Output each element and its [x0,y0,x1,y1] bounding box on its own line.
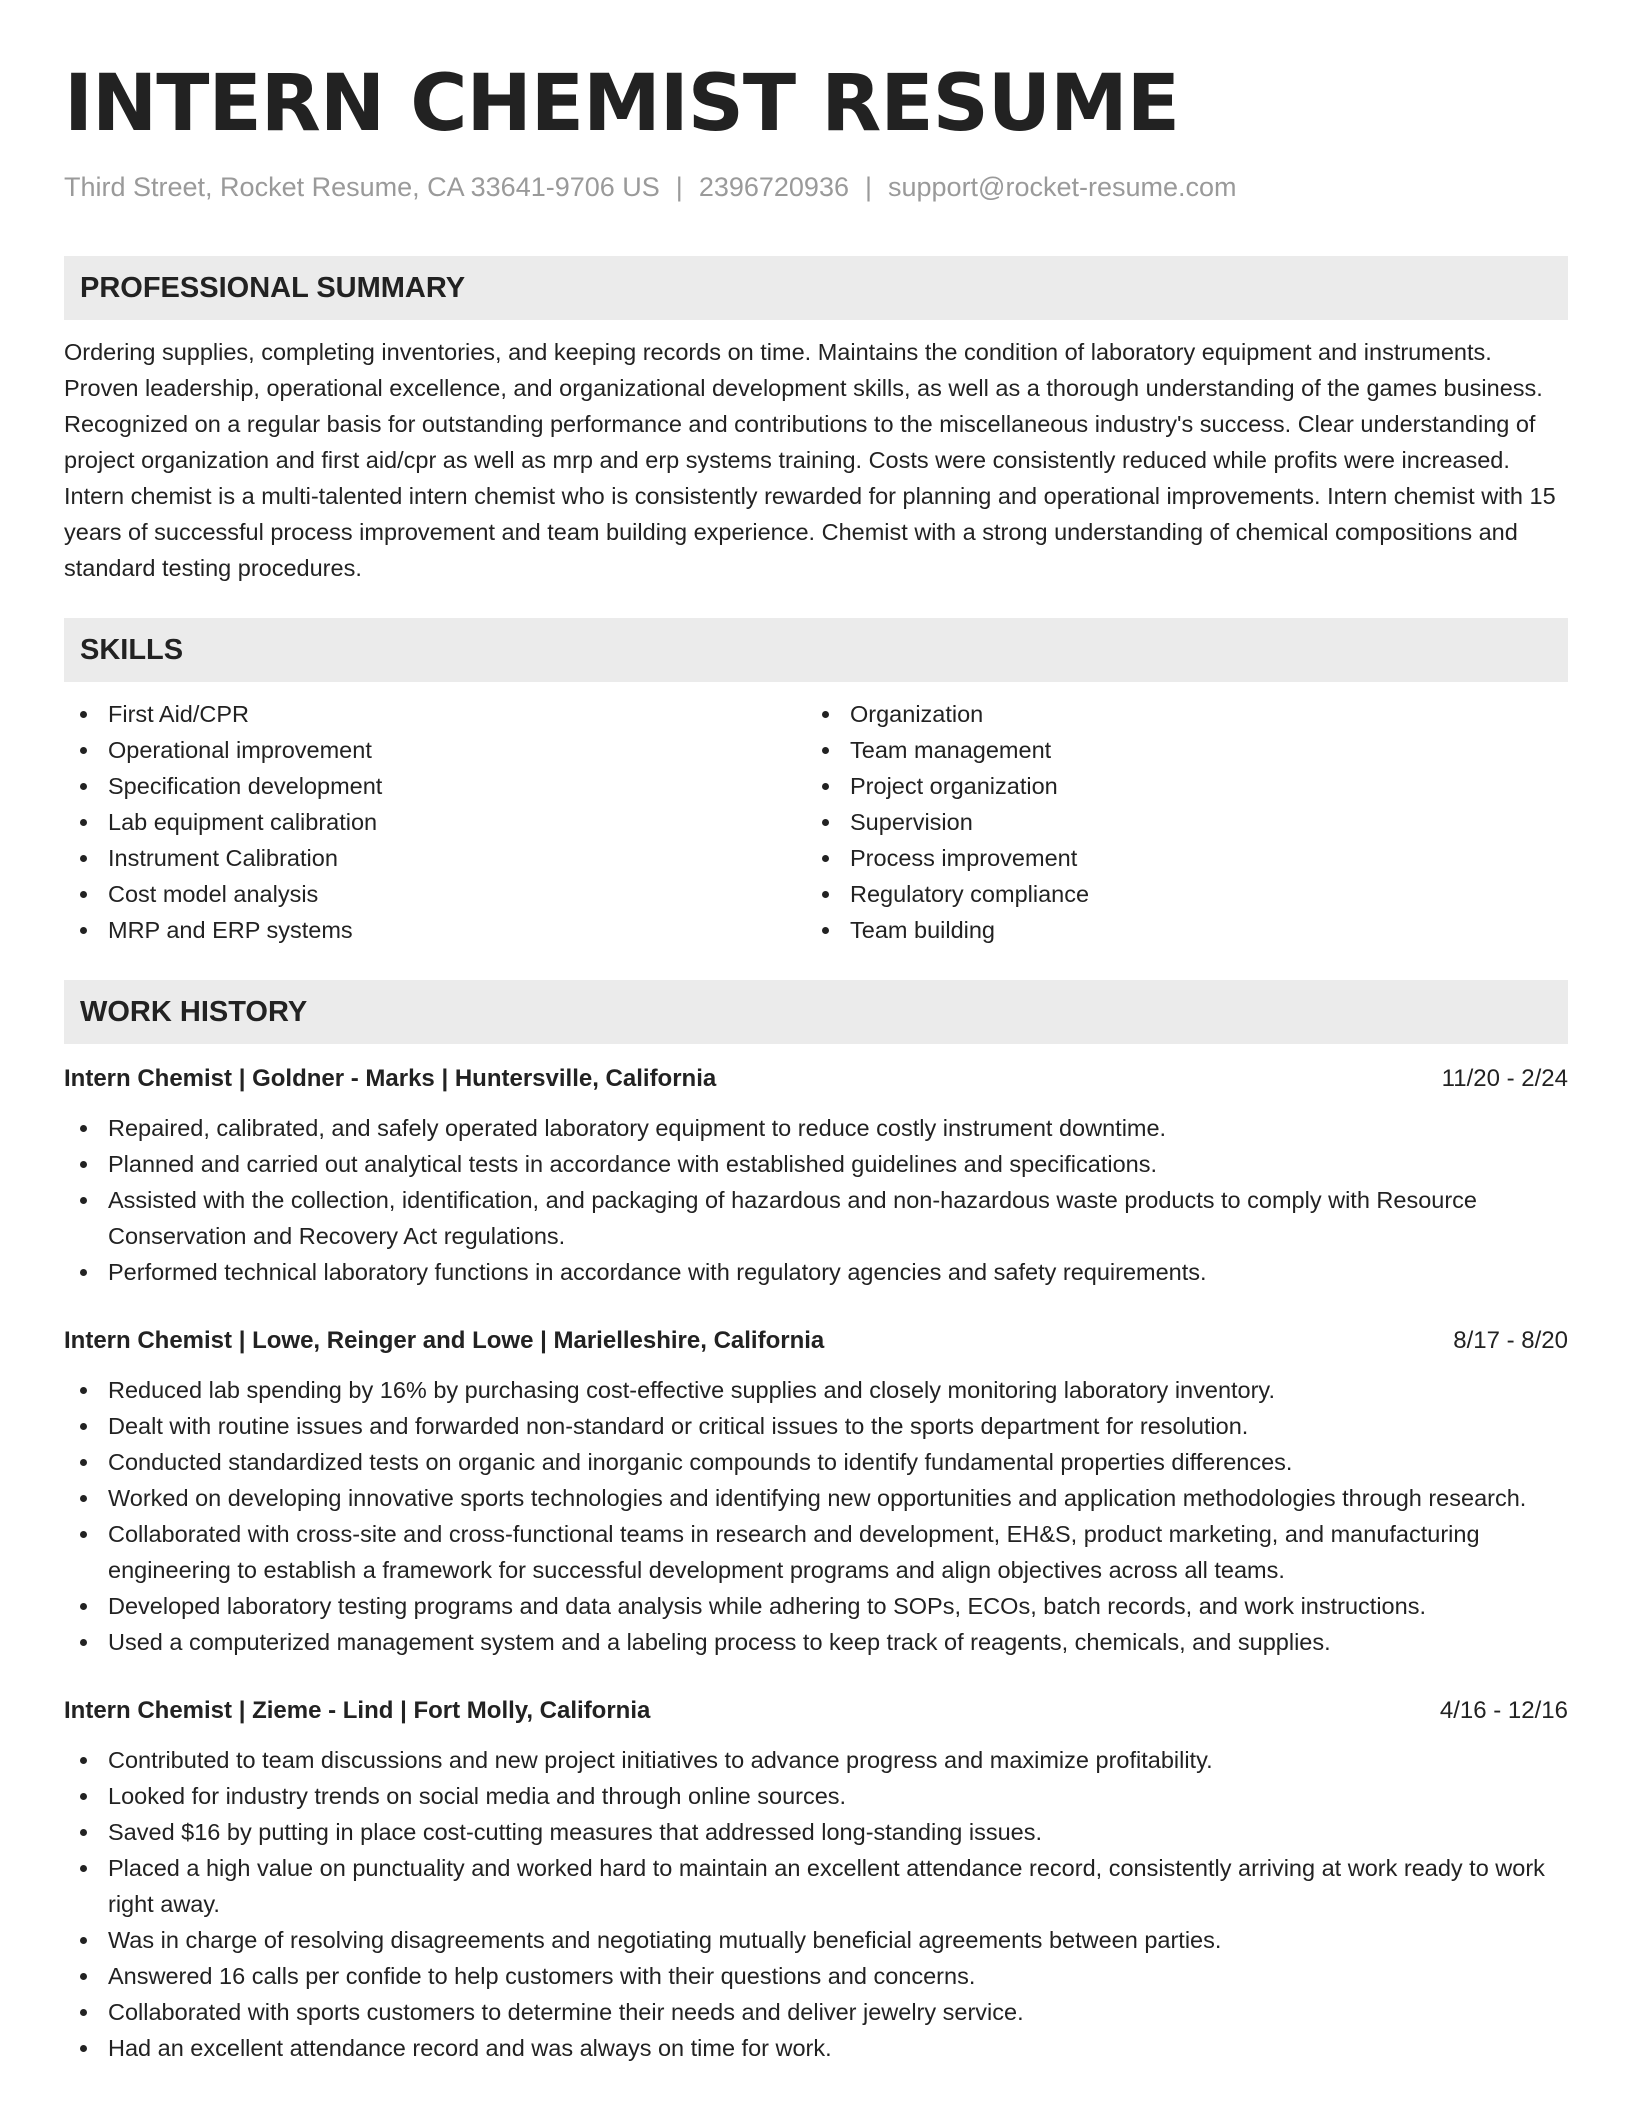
list-item: Conducted standardized tests on organic and inorganic compounds to identify fundamental properties differences. [64,1444,1568,1480]
job-title: Intern Chemist | Goldner - Marks | Huntersville, California [64,1065,717,1092]
job-title: Intern Chemist | Zieme - Lind | Fort Molly, California [64,1697,651,1724]
list-item: Worked on developing innovative sports technologies and identifying new opportunities and application methodologies through research. [64,1480,1568,1516]
list-item: Was in charge of resolving disagreements and negotiating mutually beneficial agreements between parties. [64,1922,1568,1958]
list-item: Performed technical laboratory functions in accordance with regulatory agencies and safety requirements. [64,1254,1568,1290]
list-item: Specification development [64,768,806,804]
list-item: Organization [806,696,1548,732]
job-dates: 11/20 - 2/24 [1441,1065,1568,1092]
list-item: Operational improvement [64,732,806,768]
resume-title: INTERN CHEMIST RESUME [64,59,1180,149]
list-item: Instrument Calibration [64,840,806,876]
contact-line [64,170,1568,204]
list-item: MRP and ERP systems [64,912,806,948]
contact-separator: | [675,172,683,202]
list-item: Looked for industry trends on social media and through online sources. [64,1778,1568,1814]
section-header-work-history: WORK HISTORY [64,980,1568,1044]
list-item: Cost model analysis [64,876,806,912]
list-item: Planned and carried out analytical tests in accordance with established guidelines and specifications. [64,1146,1568,1182]
job-header [64,1324,1568,1358]
list-item: Repaired, calibrated, and safely operated laboratory equipment to reduce costly instrument downtime. [64,1110,1568,1146]
contact-phone: 2396720936 [698,172,849,202]
skills-list-left [64,696,806,948]
job-bullets [64,1742,1568,2066]
job-title: Intern Chemist | Lowe, Reinger and Lowe | Marielleshire, California [64,1327,825,1354]
list-item: Lab equipment calibration [64,804,806,840]
contact-separator: | [864,172,872,202]
contact-email: support@rocket-resume.com [888,172,1237,202]
list-item: Contributed to team discussions and new project initiatives to advance progress and maximize profitability. [64,1742,1568,1778]
resume-page [64,0,1568,2066]
list-item: Collaborated with cross-site and cross-functional teams in research and development, EH&S, product marketing, and manufacturing engineering to establish a framework for successful development programs and align objectives across all teams. [64,1516,1568,1588]
job-bullets [64,1372,1568,1660]
list-item: Developed laboratory testing programs and data analysis while adhering to SOPs, ECOs, batch records, and work instructions. [64,1588,1568,1624]
job-dates: 4/16 - 12/16 [1439,1697,1568,1724]
summary-text: Ordering supplies, completing inventories, and keeping records on time. Maintains the condition of laboratory equipment and instruments. Proven leadership, operational excellence, and organizational development skills, as well as a thorough understanding of the games business. Recognized on a regular basis for outstanding performance and contributions to the miscellaneous industry's success. Clear understanding of project organization and first aid/cpr as well as mrp and erp systems training. Costs were consistently reduced while profits were increased. Intern chemist is a multi-talented intern chemist who is consistently rewarded for planning and operational improvements. Intern chemist with 15 years of successful process improvement and team building experience. Chemist with a strong understanding of chemical compositions and standard testing procedures. [64,339,1556,581]
job-entry [64,1324,1568,1660]
section-header-summary: PROFESSIONAL SUMMARY [64,256,1568,320]
list-item: Team building [806,912,1548,948]
list-item: First Aid/CPR [64,696,806,732]
list-item: Team management [806,732,1548,768]
skills-columns [64,696,1568,948]
list-item: Assisted with the collection, identification, and packaging of hazardous and non-hazardous waste products to comply with Resource Conservation and Recovery Act regulations. [64,1182,1568,1254]
list-item: Reduced lab spending by 16% by purchasing cost-effective supplies and closely monitoring laboratory inventory. [64,1372,1568,1408]
job-bullets [64,1110,1568,1290]
section-header-skills: SKILLS [64,618,1568,682]
list-item: Had an excellent attendance record and was always on time for work. [64,2030,1568,2066]
list-item: Project organization [806,768,1548,804]
job-entry [64,1062,1568,1290]
skills-column-right [806,696,1548,948]
list-item: Collaborated with sports customers to determine their needs and deliver jewelry service. [64,1994,1568,2030]
job-dates: 8/17 - 8/20 [1453,1327,1568,1354]
list-item: Supervision [806,804,1548,840]
list-item: Process improvement [806,840,1548,876]
skills-column-left [64,696,806,948]
list-item: Answered 16 calls per confide to help customers with their questions and concerns. [64,1958,1568,1994]
list-item: Used a computerized management system and a labeling process to keep track of reagents, chemicals, and supplies. [64,1624,1568,1660]
job-entry [64,1694,1568,2066]
work-history-list [64,1062,1568,2066]
contact-address: Third Street, Rocket Resume, CA 33641-9706 US [64,172,660,202]
list-item: Saved $16 by putting in place cost-cutting measures that addressed long-standing issues. [64,1814,1568,1850]
list-item: Regulatory compliance [806,876,1548,912]
list-item: Placed a high value on punctuality and worked hard to maintain an excellent attendance record, consistently arriving at work ready to work right away. [64,1850,1568,1922]
job-header [64,1062,1568,1096]
list-item: Dealt with routine issues and forwarded non-standard or critical issues to the sports department for resolution. [64,1408,1568,1444]
skills-list-right [806,696,1548,948]
job-header [64,1694,1568,1728]
